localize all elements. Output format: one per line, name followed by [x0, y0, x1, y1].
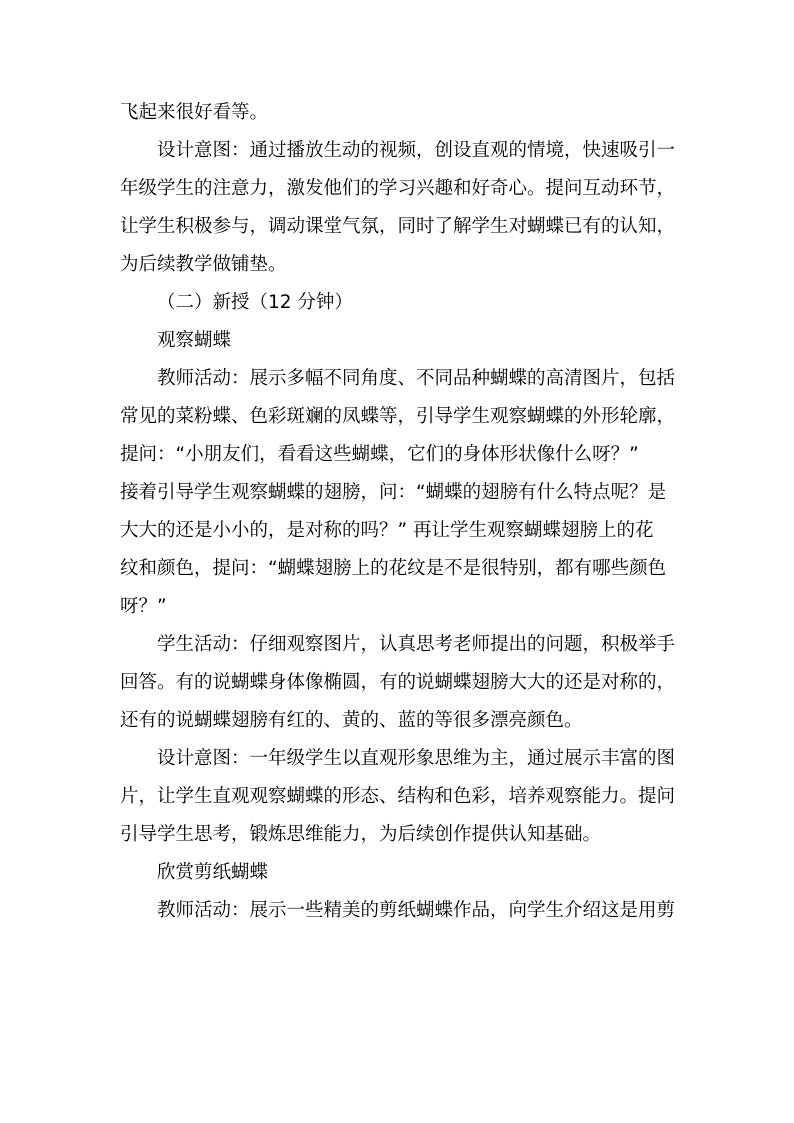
- text-line: 呀？”: [120, 596, 167, 617]
- text-line: 纹和颜色，提问：“蝴蝶翅膀上的花纹是不是很特别，都有哪些颜色: [120, 558, 667, 579]
- paragraph-design-intent: 设计意图：一年级学生以直观形象思维为主，通过展示丰富的图: [157, 748, 676, 769]
- section-heading: （二）新授（12 分钟）: [157, 292, 353, 313]
- paragraph-student-activity: 学生活动：仔细观察图片，认真思考老师提出的问题，积极举手: [157, 634, 676, 655]
- text-line: 回答。有的说蝴蝶身体像椭圆，有的说蝴蝶翅膀大大的还是对称的，: [120, 672, 676, 693]
- paragraph-design-intent: 设计意图：通过播放生动的视频，创设直观的情境，快速吸引一: [157, 140, 676, 161]
- subsection-heading: 欣赏剪纸蝴蝶: [157, 862, 269, 883]
- text-line: 飞起来很好看等。: [120, 102, 269, 123]
- text-line: 引导学生思考，锻炼思维能力，为后续创作提供认知基础。: [120, 824, 602, 845]
- paragraph-teacher-activity: 教师活动：展示多幅不同角度、不同品种蝴蝶的高清图片，包括: [157, 368, 676, 389]
- text-line: 还有的说蝴蝶翅膀有红的、黄的、蓝的等很多漂亮颜色。: [120, 710, 583, 731]
- subsection-heading: 观察蝴蝶: [157, 330, 232, 351]
- text-line: 让学生积极参与，调动课堂气氛，同时了解学生对蝴蝶已有的认知，: [120, 216, 676, 237]
- text-line: 年级学生的注意力，激发他们的学习兴趣和好奇心。提问互动环节，: [120, 178, 676, 199]
- text-line: 为后续教学做铺垫。: [120, 254, 287, 275]
- text-line: 提问：“小朋友们，看看这些蝴蝶，它们的身体形状像什么呀？”: [120, 444, 639, 465]
- text-line: 大大的还是小小的，是对称的吗？” 再让学生观察蝴蝶翅膀上的花: [120, 520, 654, 541]
- text-line: 常见的菜粉蝶、色彩斑斓的凤蝶等，引导学生观察蝴蝶的外形轮廓，: [120, 406, 676, 427]
- document-body: [120, 94, 680, 930]
- text-line: 片，让学生直观观察蝴蝶的形态、结构和色彩，培养观察能力。提问: [120, 786, 676, 807]
- text-line: 接着引导学生观察蝴蝶的翅膀，问：“蝴蝶的翅膀有什么特点呢？是: [120, 482, 667, 503]
- paragraph-teacher-activity: 教师活动：展示一些精美的剪纸蝴蝶作品，向学生介绍这是用剪: [157, 900, 676, 921]
